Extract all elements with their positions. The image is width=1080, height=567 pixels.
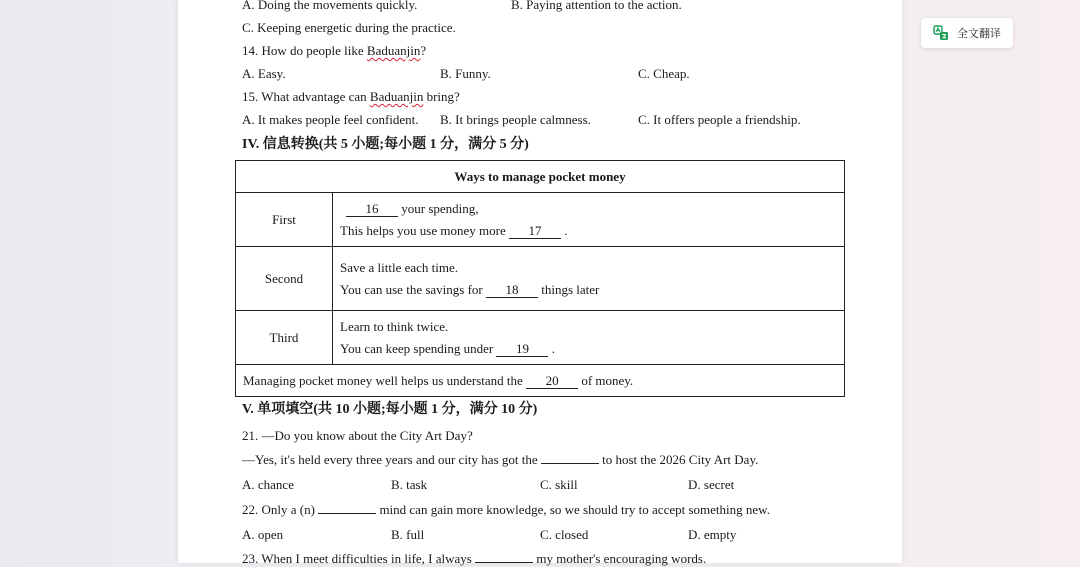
q14-keyword: Baduanjin: [366, 43, 421, 58]
blank-17: 17: [509, 224, 561, 239]
q15-option-a: A. It makes people feel confident.: [242, 112, 419, 127]
translate-icon: [933, 25, 949, 41]
q14-option-c: C. Cheap.: [638, 66, 690, 81]
translate-button-label: 全文翻译: [957, 27, 1001, 40]
q13-option-b: B. Paying attention to the action.: [511, 0, 682, 12]
q21-blank: [541, 463, 599, 464]
q15-keyword: Baduanjin: [369, 89, 424, 104]
full-text-translate-button[interactable]: [921, 18, 1013, 48]
table-footer: Managing pocket money well helps us understand the 20 of money.: [236, 365, 845, 397]
row-label-third: Third: [236, 311, 333, 365]
q21-line2: —Yes, it's held every three years and our city has got the to host the 2026 City Art Day.: [242, 452, 759, 467]
q14-option-b: B. Funny.: [440, 66, 491, 81]
q14-option-a: A. Easy.: [242, 66, 286, 81]
q15-option-c: C. It offers people a friendship.: [638, 112, 801, 127]
q22-option-a: A. open: [242, 527, 284, 542]
q21-option-d: D. secret: [688, 477, 735, 492]
table-title: Ways to manage pocket money: [236, 161, 845, 193]
section4-heading: IV. 信息转换(共 5 小题;每小题 1 分，满分 5 分): [242, 137, 529, 152]
q15-question: 15. What advantage can Baduanjin bring?: [242, 89, 460, 104]
q22-blank: [318, 513, 376, 514]
blank-20: 20: [526, 374, 578, 389]
row-label-second: Second: [236, 247, 333, 311]
q14-question: 14. How do people like Baduanjin?: [242, 43, 427, 58]
q23-question: 23. When I meet difficulties in life, I always my mother's encouraging words.: [242, 551, 707, 566]
q21-option-a: A. chance: [242, 477, 294, 492]
q21-line1: 21. —Do you know about the City Art Day?: [242, 428, 473, 443]
document-page: [178, 0, 902, 566]
q13-option-a: A. Doing the movements quickly.: [242, 0, 418, 12]
q13-option-c: C. Keeping energetic during the practice.: [242, 20, 456, 35]
blank-18: 18: [486, 283, 538, 298]
q15-option-b: B. It brings people calmness.: [440, 112, 591, 127]
section5-heading: V. 单项填空(共 10 小题;每小题 1 分，满分 10 分): [242, 402, 538, 417]
q22-option-d: D. empty: [688, 527, 737, 542]
row-content-third: Learn to think twice. You can keep spending under 19 .: [333, 311, 845, 365]
row-content-second: Save a little each time. You can use the savings for 18 things later: [333, 247, 845, 311]
row-content-first: 16 your spending, This helps you use money more 17 .: [333, 193, 845, 247]
q22-option-b: B. full: [391, 527, 425, 542]
blank-16: 16: [346, 202, 398, 217]
q21-option-c: C. skill: [540, 477, 578, 492]
q21-option-b: B. task: [391, 477, 428, 492]
blank-19: 19: [496, 342, 548, 357]
q22-question: 22. Only a (n) mind can gain more knowledge, so we should try to accept something new.: [242, 502, 770, 517]
pocket-money-table: [235, 160, 845, 397]
row-label-first: First: [236, 193, 333, 247]
q22-option-c: C. closed: [540, 527, 589, 542]
